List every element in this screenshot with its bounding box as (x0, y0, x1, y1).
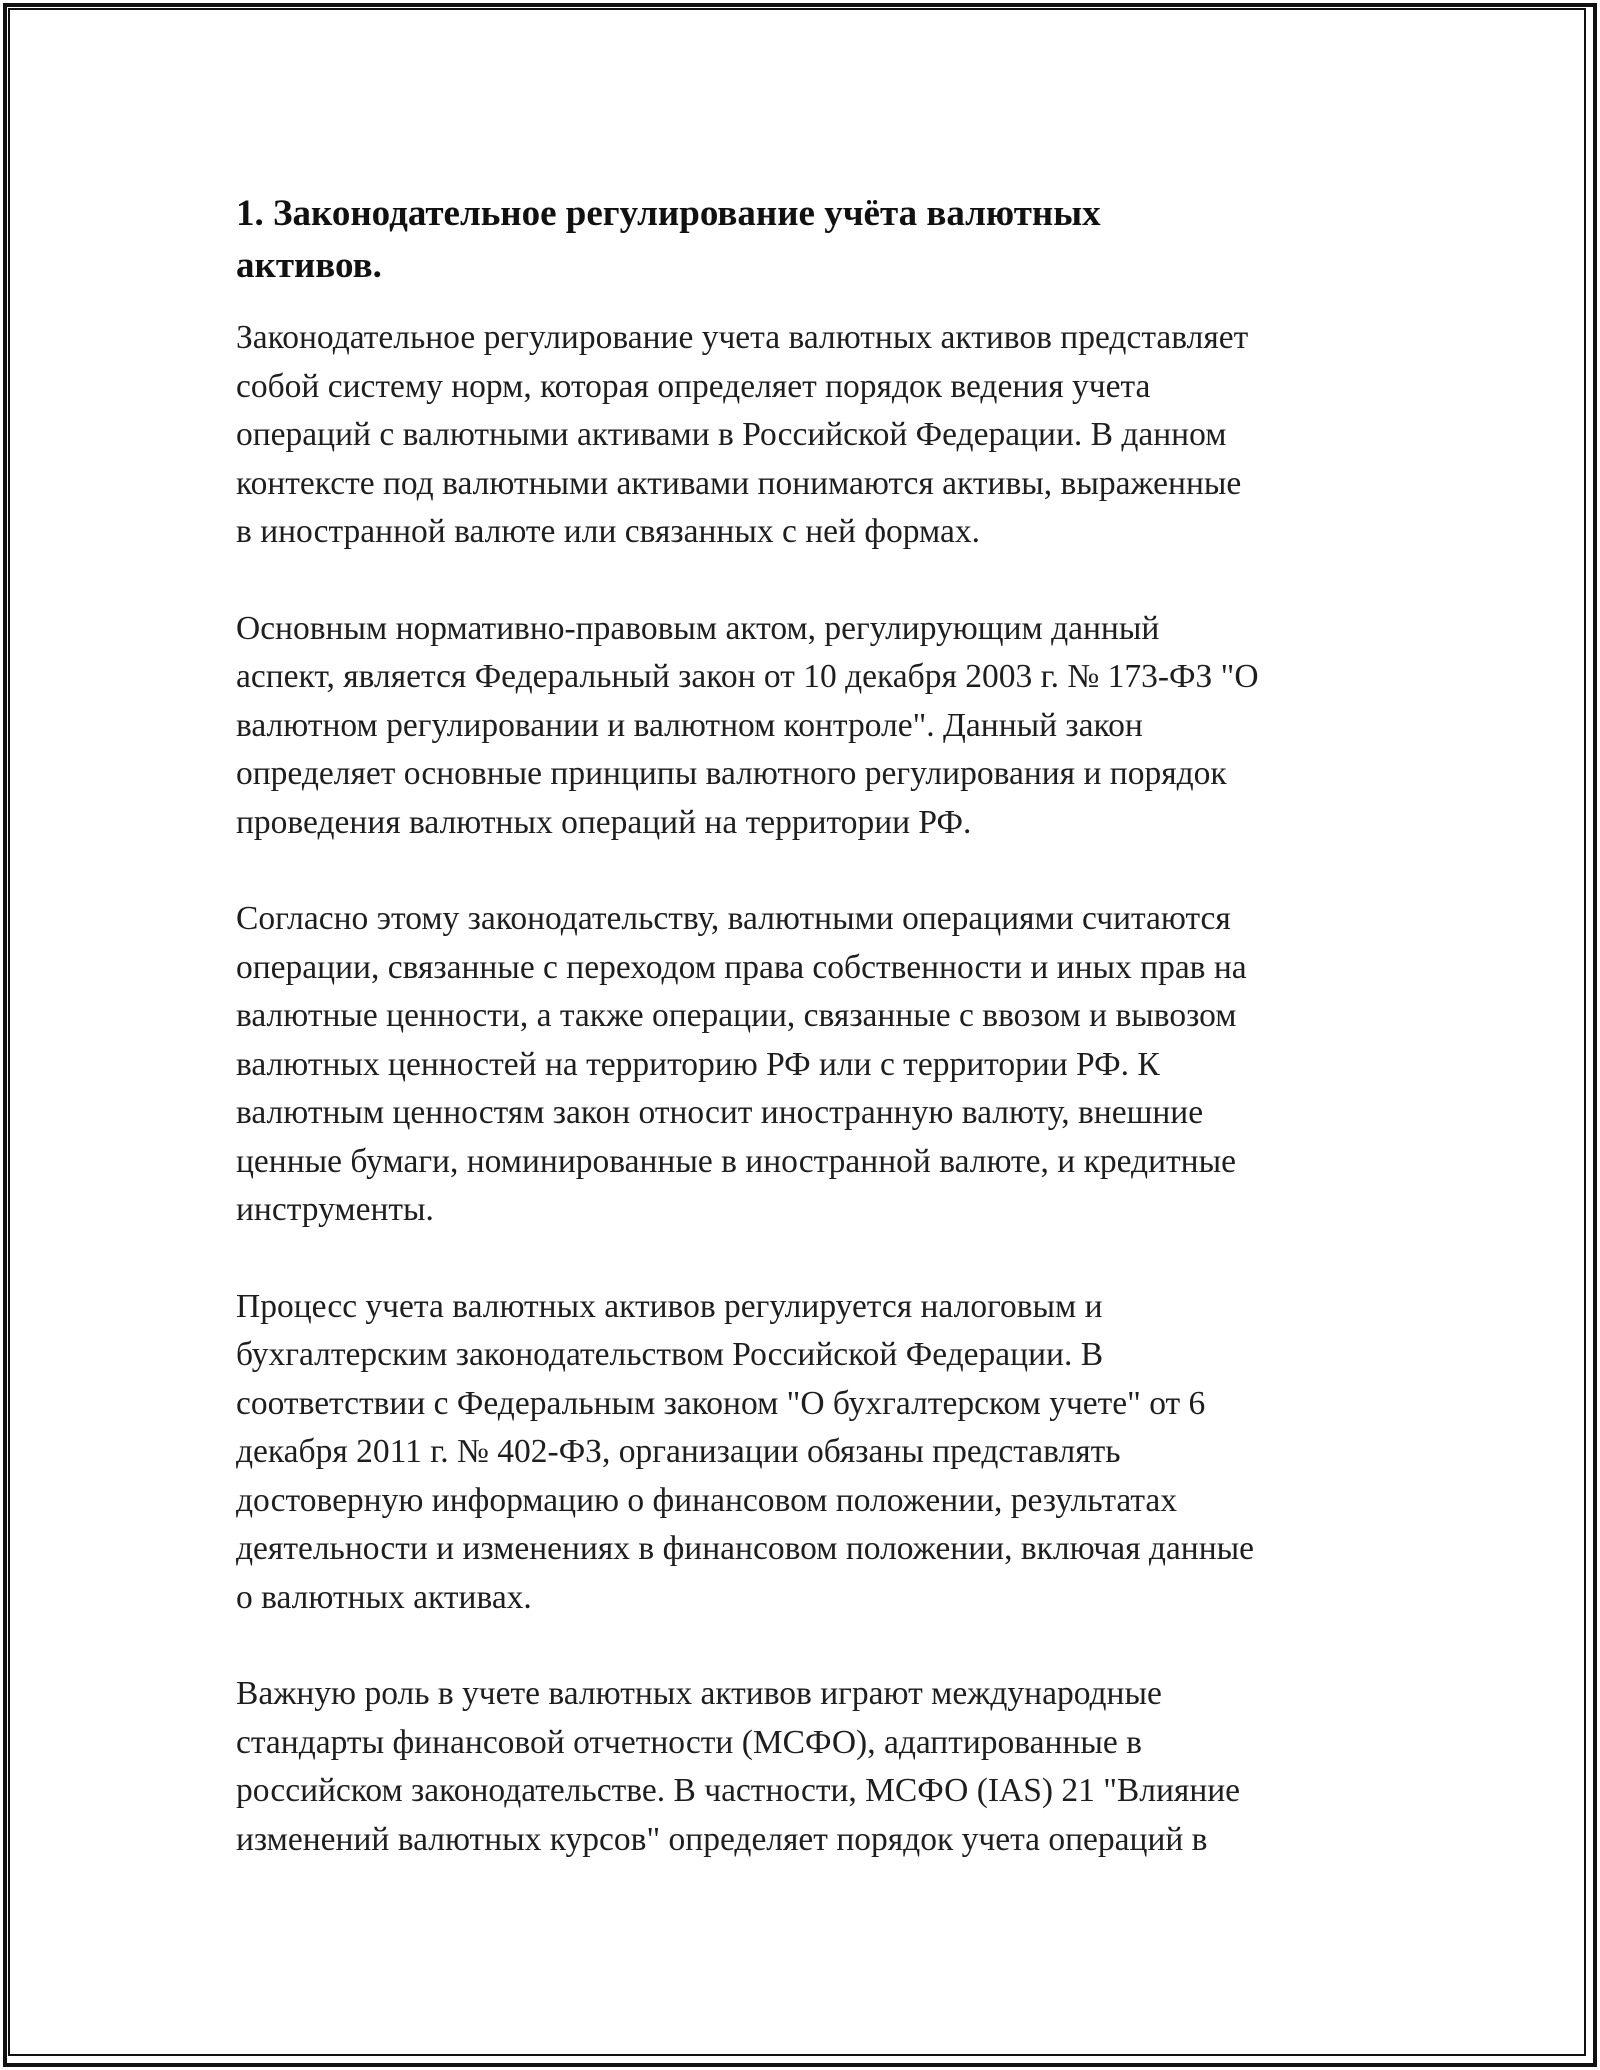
text-line: о валютных активах. (236, 1578, 532, 1616)
text-line: бухгалтерским законодательством Российской Федерации. В (236, 1336, 1104, 1373)
text-line: собой систему норм, которая определяет порядок ведения учета (236, 367, 1151, 405)
heading-line: активов. (236, 245, 382, 286)
paragraph-3 (236, 895, 1386, 1235)
text-line: проведения валютных операций на территории РФ. (236, 803, 972, 841)
text-line: достоверную информацию о финансовом положении, результатах (236, 1481, 1178, 1519)
text-line: Основным нормативно-правовым актом, регулирующим данный (236, 609, 1160, 647)
text-line: Важную роль в учете валютных активов играют международные (236, 1675, 1162, 1712)
text-line: соответствии с Федеральным законом "О бухгалтерском учете" от 6 (236, 1384, 1206, 1422)
text-line: изменений валютных курсов" определяет порядок учета операций в (236, 1820, 1208, 1858)
paragraph-2 (236, 605, 1386, 848)
text-line: операций с валютными активами в Российской Федерации. В данном (236, 416, 1227, 453)
heading-line: 1. Законодательное регулирование учёта валютных (236, 193, 1101, 234)
text-line: деятельности и изменениях в финансовом положении, включая данные (236, 1530, 1255, 1567)
text-line: декабря 2011 г. № 402-ФЗ, организации обязаны представлять (236, 1433, 1121, 1470)
text-line: определяет основные принципы валютного регулирования и порядок (236, 755, 1227, 792)
paragraph-1 (236, 314, 1386, 557)
text-line: ценные бумаги, номинированные в иностранной валюте, и кредитные (236, 1142, 1236, 1180)
text-line: в иностранной валюте или связанных с ней формах. (236, 513, 981, 550)
text-line: стандарты финансовой отчетности (МСФО), адаптированные в (236, 1723, 1142, 1761)
paragraph-5 (236, 1670, 1386, 1864)
paragraph-4 (236, 1283, 1386, 1623)
text-line: российском законодательстве. В частности, МСФО (IAS) 21 "Влияние (236, 1772, 1241, 1809)
document-page (236, 188, 1386, 1864)
text-line: инструменты. (236, 1191, 434, 1228)
text-line: валютных ценностей на территорию РФ или с территории РФ. К (236, 1045, 1160, 1083)
section-heading (236, 188, 1386, 292)
text-line: Согласно этому законодательству, валютными операциями считаются (236, 900, 1231, 937)
text-line: валютном регулировании и валютном контроле". Данный закон (236, 706, 1143, 744)
text-line: контексте под валютными активами понимаются активы, выраженные (236, 464, 1242, 502)
text-line: Законодательное регулирование учета валютных активов представляет (236, 319, 1249, 356)
text-line: Процесс учета валютных активов регулируется налоговым и (236, 1287, 1103, 1325)
text-line: валютные ценности, а также операции, связанные с ввозом и вывозом (236, 997, 1237, 1034)
text-line: валютным ценностям закон относит иностранную валюту, внешние (236, 1094, 1204, 1131)
text-line: аспект, является Федеральный закон от 10 декабря 2003 г. № 173-ФЗ "О (236, 658, 1259, 695)
text-line: операции, связанные с переходом права собственности и иных прав на (236, 948, 1247, 986)
